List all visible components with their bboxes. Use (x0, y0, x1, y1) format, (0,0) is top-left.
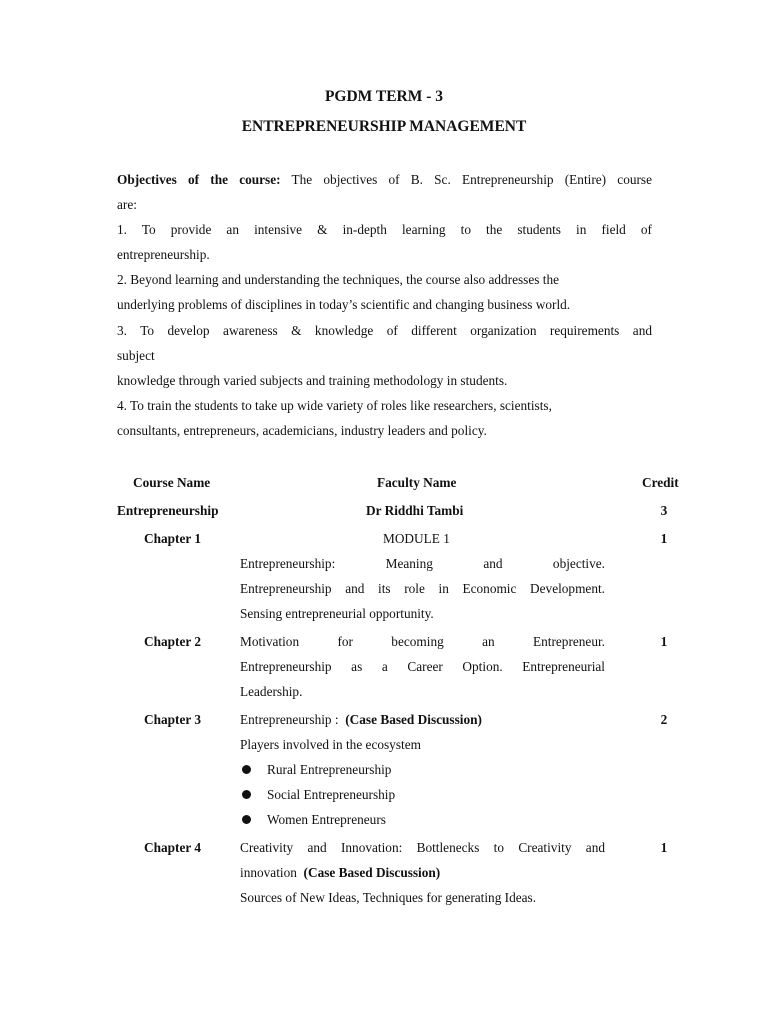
objective-3: 3. To develop awareness & knowledge of different organization requirements and (117, 323, 652, 338)
chapter-4-credit: 1 (660, 840, 668, 855)
page-subtitle: ENTREPRENEURSHIP MANAGEMENT (241, 118, 527, 135)
course-name: Entrepreneurship (117, 503, 219, 518)
page-title: PGDM TERM - 3 (324, 88, 444, 105)
objective-3-cont: subject (117, 348, 155, 363)
chapter-2-line-3: Leadership. (240, 684, 303, 699)
chapter-3-line-1 (240, 712, 482, 728)
objective-3-cont-2: knowledge through varied subjects and training methodology in students. (117, 373, 508, 388)
chapter-3-label: Chapter 3 (144, 712, 202, 727)
module-1-label: MODULE 1 (383, 531, 450, 546)
chapter-4-line-2 (240, 865, 440, 881)
bullet-icon (242, 815, 251, 824)
bullet-icon (242, 790, 251, 799)
total-credit: 3 (660, 503, 668, 518)
objective-4-cont: consultants, entrepreneurs, academicians, industry leaders and policy. (117, 423, 487, 438)
chapter-4-case-note: (Case Based Discussion) (303, 865, 441, 880)
chapter-3-bullet-3: Women Entrepreneurs (267, 812, 386, 827)
chapter-2-label: Chapter 2 (144, 634, 202, 649)
chapter-3-line-2: Players involved in the ecosystem (240, 737, 421, 752)
objectives-intro (117, 172, 652, 188)
chapter-2-line-2: Entrepreneurship as a Career Option. Entrepreneurial (240, 659, 605, 674)
objective-1-cont: entrepreneurship. (117, 247, 210, 262)
chapter-2-line-1: Motivation for becoming an Entrepreneur. (240, 634, 605, 649)
chapter-2-credit: 1 (660, 634, 668, 649)
objectives-intro-cont: are: (117, 197, 137, 212)
chapter-1-line-2: Entrepreneurship and its role in Economic Development. (240, 581, 605, 596)
objectives-label: Objectives of the course: (117, 172, 281, 187)
objectives-intro-text: The objectives of B. Sc. Entrepreneurship (Entire) course (291, 172, 652, 187)
header-credit: Credit (642, 475, 679, 490)
header-faculty-name: Faculty Name (377, 475, 457, 490)
chapter-4-label: Chapter 4 (144, 840, 202, 855)
chapter-3-credit: 2 (660, 712, 668, 727)
chapter-1-line-1: Entrepreneurship: Meaning and objective. (240, 556, 605, 571)
chapter-3-bullet-2: Social Entrepreneurship (267, 787, 396, 802)
chapter-4-line-3: Sources of New Ideas, Techniques for generating Ideas. (240, 890, 537, 905)
bullet-icon (242, 765, 251, 774)
chapter-1-credit: 1 (660, 531, 668, 546)
chapter-1-line-3: Sensing entrepreneurial opportunity. (240, 606, 434, 621)
chapter-4-line-1: Creativity and Innovation: Bottlenecks to Creativity and (240, 840, 605, 855)
objective-2: 2. Beyond learning and understanding the techniques, the course also addresses the (117, 272, 559, 287)
objective-4: 4. To train the students to take up wide variety of roles like researchers, scientists, (117, 398, 552, 413)
chapter-4-topic-cont: innovation (240, 865, 297, 880)
faculty-name: Dr Riddhi Tambi (366, 503, 464, 518)
chapter-3-bullet-1: Rural Entrepreneurship (267, 762, 392, 777)
objective-2-cont: underlying problems of disciplines in today’s scientific and changing business world. (117, 297, 571, 312)
chapter-3-case-note: (Case Based Discussion) (345, 712, 482, 727)
objective-1: 1. To provide an intensive & in-depth learning to the students in field of (117, 222, 652, 237)
chapter-1-label: Chapter 1 (144, 531, 202, 546)
chapter-3-topic: Entrepreneurship : (240, 712, 339, 727)
header-course-name: Course Name (133, 475, 211, 490)
